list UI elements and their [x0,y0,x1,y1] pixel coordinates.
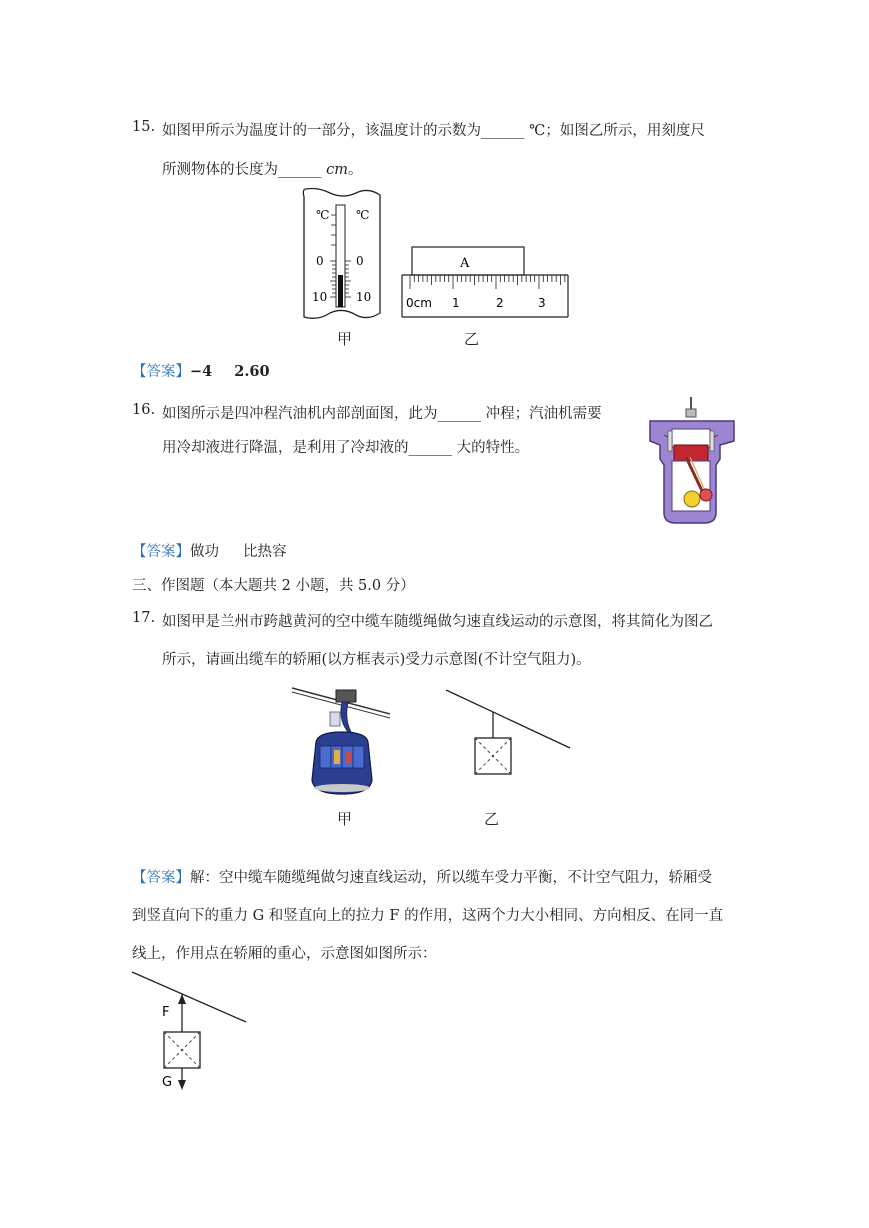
ruler-block-label: A [460,256,470,271]
q15-text-line2-main: 所测物体的长度为______ [162,162,327,178]
q16-answer [132,540,287,561]
q15-text-line2 [162,158,362,179]
q17-text-line1: 如图甲是兰州市跨越黄河的空中缆车随缆绳做匀速直线运动的示意图，将其简化为图乙 [162,614,713,630]
q16-answer-2: 比热容 [243,544,287,560]
force-label-f: F [162,1005,170,1020]
ruler-label-3: 3 [538,296,546,310]
ruler-label-1: 1 [452,296,460,310]
q15-caption-right: 乙 [464,330,480,348]
q17-answer-line1 [132,866,712,887]
q15-text-line2-end: 。 [347,162,363,178]
q17-caption-left: 甲 [337,810,353,828]
q17-answer-line3: 线上，作用点在轿厢的重心，示意图如图所示： [132,946,437,962]
q16-text-line1: 如图所示是四冲程汽油机内部剖面图，此为______ 冲程；汽油机需要 [162,406,602,422]
q15-answer-1: −4 [190,363,213,380]
thermo-unit-right: ℃ [356,208,370,222]
q16-number: 16. [132,402,156,418]
simplified-diagram [444,686,584,796]
q15-answer-2: 2.60 [234,363,270,380]
ruler-label-0: 0cm [406,296,432,310]
q15-caption-left: 甲 [337,330,353,348]
q16-answer-tag: 【答案】 [132,544,190,560]
q17-number: 17. [132,610,156,626]
thermo-tick-0-left: 0 [316,254,324,268]
thermo-tick-0-right: 0 [356,254,364,268]
q15-answer-tag: 【答案】 [132,364,190,380]
thermo-tick-10-right: 10 [356,290,372,304]
thermo-tick-10-left: 10 [312,290,328,304]
force-label-g: G [162,1075,173,1090]
thermometer-figure [298,185,398,325]
ruler-figure [400,245,570,325]
q15-number: 15. [132,119,156,135]
engine-figure [646,395,746,525]
force-diagram [130,968,260,1098]
q15-text-line1: 如图甲所示为温度计的一部分，该温度计的示数为______ ℃；如图乙所示，用刻度尺 [162,123,705,139]
q17-text-line2: 所示，请画出缆车的轿厢(以方框表示)受力示意图(不计空气阻力)。 [162,652,591,668]
ruler-label-2: 2 [496,296,504,310]
q15-unit: cm [326,162,348,178]
q16-text-line2: 用冷却液进行降温，是利用了冷却液的______ 大的特性。 [162,440,530,456]
q17-answer-text-1: 解：空中缆车随缆绳做匀速直线运动，所以缆车受力平衡，不计空气阻力，轿厢受 [190,870,712,886]
thermo-unit-left: ℃ [316,208,330,222]
q17-caption-right: 乙 [484,810,500,828]
q17-answer-tag: 【答案】 [132,870,190,886]
q16-answer-1: 做功 [190,544,219,560]
q15-answer [132,360,270,381]
q17-answer-line2: 到竖直向下的重力 G 和竖直向上的拉力 F 的作用，这两个力大小相同、方向相反、在同一直 [132,908,724,924]
cable-car-figure [290,682,400,802]
section-heading: 三、作图题（本大题共 2 小题，共 5.0 分） [132,578,415,594]
